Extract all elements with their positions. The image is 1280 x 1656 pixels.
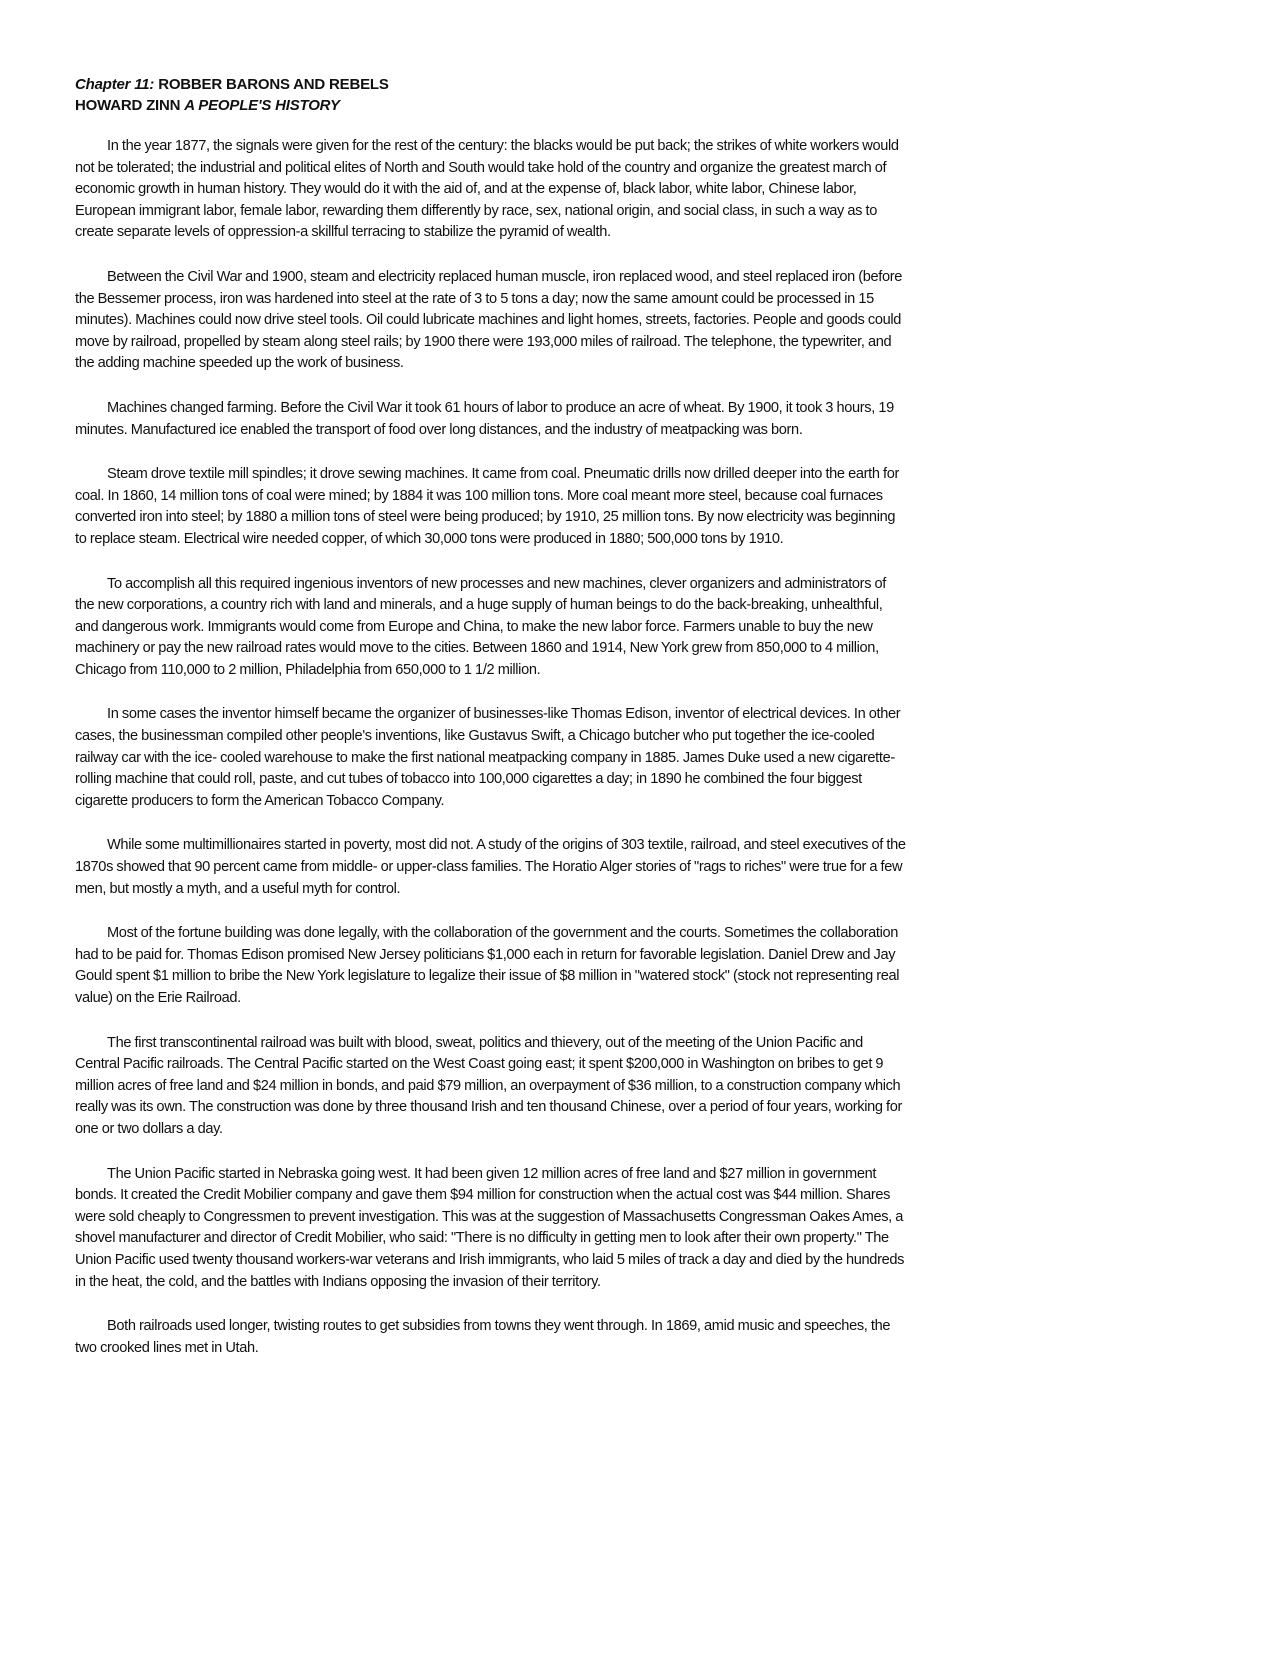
paragraph: Steam drove textile mill spindles; it drove sewing machines. It came from coal. Pneumatic drills now drilled deeper into the earth for coal. In 1860, 14 million tons of coal were mined; by 1884 it was 100 million tons. More coal meant more steel, because coal furnaces converted iron into steel; by 1880 a million tons of steel were being produced; by 1910, 25 million tons. By now electricity was beginning to replace steam. Electrical wire needed copper, of which 30,000 tons were produced in 1880; 500,000 tons by 1910. (75, 466, 899, 547)
chapter-body (75, 136, 907, 1359)
paragraph: The first transcontinental railroad was built with blood, sweat, politics and thievery, out of the meeting of the Union Pacific and Central Pacific railroads. The Central Pacific started on the West Coast going east; it spent $200,000 in Washington on bribes to get 9 million acres of free land and $24 million in bonds, and paid $79 million, an overpayment of $36 million, to a construction company which really was its own. The construction was done by three thousand Irish and ten thousand Chinese, over a period of four years, working for one or two dollars a day. (75, 1034, 903, 1137)
author-heading (75, 95, 907, 116)
chapter-label: Chapter 11 (75, 76, 150, 93)
paragraph: Most of the fortune building was done legally, with the collaboration of the government and the courts. Sometimes the collaboration had to be paid for. Thomas Edison promised New Jersey politicians $1,000 each in return for favorable legislation. Daniel Drew and Jay Gould spent $1 million to bribe the New York legislature to legalize their issue of $8 million in "watered stock" (stock not representing real value) on the Erie Railroad. (75, 925, 900, 1006)
paragraph: Both railroads used longer, twisting routes to get subsidies from towns they went through. In 1869, amid music and speeches, the two crooked lines met in Utah. (75, 1318, 891, 1356)
author-name: HOWARD ZINN (75, 97, 181, 114)
paragraph: Machines changed farming. Before the Civil War it took 61 hours of labor to produce an acre of wheat. By 1900, it took 3 hours, 19 minutes. Manufactured ice enabled the transport of food over long distances, and the industry of meatpacking was born. (75, 399, 894, 438)
paragraph: To accomplish all this required ingenious inventors of new processes and new machines, clever organizers and administrators of the new corporations, a country rich with land and minerals, and a huge supply of human beings to do the back-breaking, unhealthful, and dangerous work. Immigrants would come from Europe and China, to make the new labor force. Farmers unable to buy the new machinery or pay the new railroad rates would move to the cities. Between 1860 and 1914, New York grew from 850,000 to 4 million, Chicago from 110,000 to 2 million, Philadelphia from 650,000 to 1 1/2 million. (75, 575, 887, 678)
paragraph: Between the Civil War and 1900, steam and electricity replaced human muscle, iron replaced wood, and steel replaced iron (before the Bessemer process, iron was hardened into steel at the rate of 3 to 5 tons a day; now the same amount could be processed in 15 minutes). Machines could now drive steel tools. Oil could lubricate machines and light homes, streets, factories. People and goods could move by railroad, propelled by steam along steel rails; by 1900 there were 193,000 miles of railroad. The telephone, the typewriter, and the adding machine speeded up the work of business. (75, 268, 903, 372)
document-page (75, 74, 907, 1382)
book-title: A PEOPLE'S HISTORY (184, 97, 340, 114)
paragraph: While some multimillionaires started in poverty, most did not. A study of the origins of 303 textile, railroad, and steel executives of the 1870s showed that 90 percent came from middle- or upper-class families. The Horatio Alger stories of "rags to riches" were true for a few men, but mostly a myth, and a useful myth for control. (75, 837, 906, 897)
paragraph: The Union Pacific started in Nebraska going west. It had been given 12 million acres of free land and $27 million in government bonds. It created the Credit Mobilier company and gave them $94 million for construction when the actual cost was $44 million. Shares were sold cheaply to Congressmen to prevent investigation. This was at the suggestion of Massachusetts Congressman Oakes Ames, a shovel manufacturer and director of Credit Mobilier, who said: "There is no difficulty in getting men to look after their own property." The Union Pacific used twenty thousand workers-war veterans and Irish immigrants, who laid 5 miles of track a day and died by the hundreds in the heat, the cold, and the battles with Indians opposing the invasion of their territory. (75, 1165, 905, 1290)
chapter-separator: : (149, 76, 155, 93)
chapter-title: ROBBER BARONS AND REBELS (158, 76, 389, 93)
paragraph: In the year 1877, the signals were given for the rest of the century: the blacks would be put back; the strikes of white workers would not be tolerated; the industrial and political elites of North and South would take hold of the country and organize the greatest march of economic growth in human history. They would do it with the aid of, and at the expense of, black labor, white labor, Chinese labor, European immigrant labor, female labor, rewarding them differently by race, sex, national origin, and social class, in such a way as to create separate levels of oppression-a skillful terracing to stabilize the pyramid of wealth. (75, 138, 899, 241)
paragraph: In some cases the inventor himself became the organizer of businesses-like Thomas Edison, inventor of electrical devices. In other cases, the businessman compiled other people's inventions, like Gustavus Swift, a Chicago butcher who put together the ice-cooled railway car with the ice- cooled warehouse to make the first national meatpacking company in 1885. James Duke used a new cigarette-rolling machine that could roll, paste, and cut tubes of tobacco into 100,000 cigarettes a day; in 1890 he combined the four biggest cigarette producers to form the American Tobacco Company. (75, 706, 901, 809)
chapter-heading (75, 74, 907, 95)
